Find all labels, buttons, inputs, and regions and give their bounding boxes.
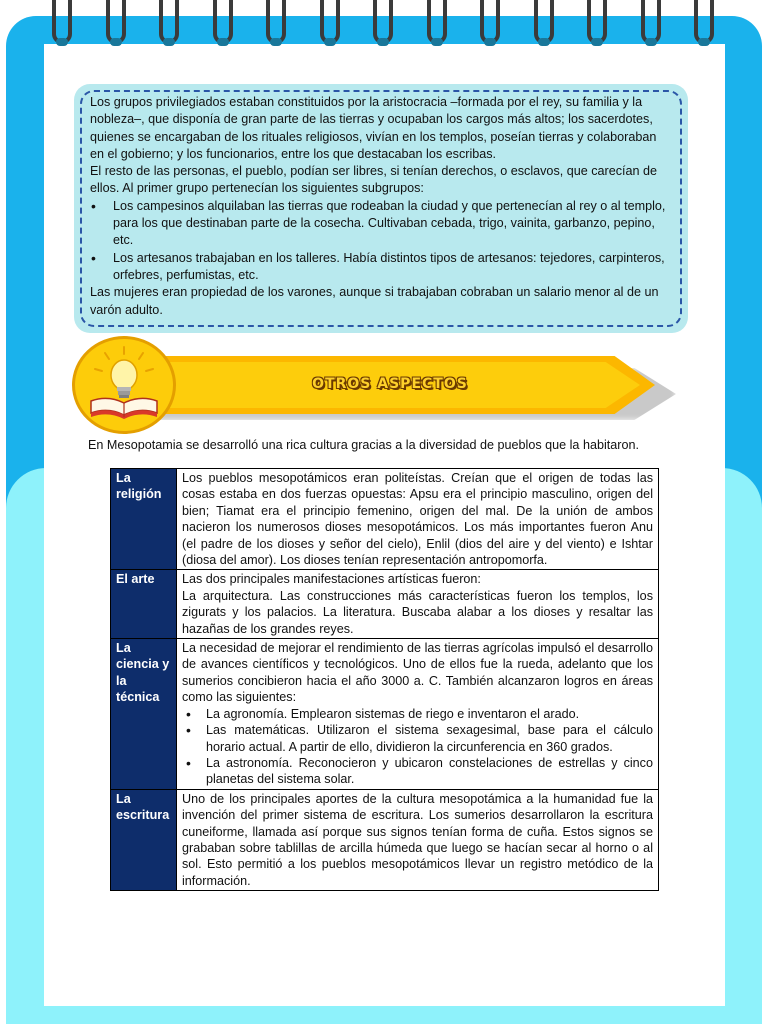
row-content: Uno de los principales aportes de la cultura mesopotámica a la humanidad fue la invención del primer sistema de escritura. Los sumerios desarrollaron la escritura cuneiforme, llamada así porque sus signos tenían forma de cuña. Estos signos se grababan sobre tablillas de arcilla húmeda que luego se hacían secar al horno o al sol. Esto permitió a los pueblos mesopotámicos llevar un registro metódico de la información. — [177, 789, 659, 890]
section-title: OTROS ASPECTOS — [312, 376, 468, 392]
paragraph: Las mujeres eran propiedad de los varones, aunque si trabajaban cobraban un salario menor al de un varón adulto. — [90, 285, 659, 317]
row-content — [177, 639, 659, 790]
table-row — [111, 570, 659, 639]
subgroups-list — [90, 198, 672, 284]
list-item: • Los artesanos trabajaban en los talleres. Había distintos tipos de artesanos: tejedores, carpinteros, orfebres, perfumistas, etc. — [113, 250, 672, 285]
list-item: • Los campesinos alquilaban las tierras que rodeaban la ciudad y que pertenecían al rey o al templo, para los que destinaban parte de la cosecha. Cultivaban cebada, trigo, vainita, garbanzo, pepino, etc. — [113, 198, 672, 250]
culture-table — [110, 468, 659, 891]
spiral-binding — [0, 0, 768, 50]
ring-hole — [698, 38, 710, 46]
row-header: La escritura — [111, 789, 177, 890]
paragraph: Los grupos privilegiados estaban constituidos por la aristocracia –formada por el rey, su familia y la nobleza–, que disponía de gran parte de las tierras y ocupaban los cargos más altos; los sacerdotes, quienes se encargaban de los rituales religiosos, vivían en los templos, poseían tierras y colaboraban en el gobierno; y los funcionarios, entre los que destacaban los escribas. — [90, 95, 657, 161]
paragraph: El resto de las personas, el pueblo, podían ser libres, si tenían derechos, o esclavos, que carecían de ellos. Al primer grupo pertenecían los siguientes subgrupos: — [90, 164, 658, 196]
row-header: La religión — [111, 469, 177, 570]
list-item: • Las matemáticas. Utilizaron el sistema sexagesimal, base para el cálculo horario actual. A partir de ello, dividieron la circunferencia en 360 grados. — [206, 722, 653, 755]
paragraph: Las dos principales manifestaciones artísticas fueron: — [182, 572, 481, 587]
ring-hole — [217, 38, 229, 46]
ring-hole — [484, 38, 496, 46]
ring-hole — [645, 38, 657, 46]
paragraph: La arquitectura. Las construcciones más características fueron los templos, los zigurats y los palacios. La literatura. Buscaba alabar a los dioses y resaltar las hazañas de los grandes reyes. — [182, 588, 653, 636]
ring-hole — [324, 38, 336, 46]
row-header: El arte — [111, 570, 177, 639]
list-item: • La astronomía. Reconocieron y ubicaron constelaciones de estrellas y cinco planetas del sistema solar. — [206, 755, 653, 788]
list-item: • La agronomía. Emplearon sistemas de riego e inventaron el arado. — [206, 706, 653, 722]
achievements-list — [182, 706, 653, 788]
ring-hole — [591, 38, 603, 46]
table-row — [111, 789, 659, 890]
row-content — [177, 570, 659, 639]
lightbulb-book-icon — [72, 336, 176, 434]
row-content: Los pueblos mesopotámicos eran politeístas. Creían que el origen de todas las cosas estaba en dos fuerzas opuestas: Apsu era el principio masculino, origen del bien; Tiamat era el principio femenino, origen del mal. De la unión de ambos nacieron los numerosos dioses mesopotámicos. Los más importantes fueron Anu (el padre de los dioses y señor del cielo), Enlil (dios del aire y del viento) e Ishtar (diosa del amor). Los dioses tenían representación antropomorfa. — [177, 469, 659, 570]
ring-hole — [538, 38, 550, 46]
ring-hole — [431, 38, 443, 46]
row-header: La ciencia y la técnica — [111, 639, 177, 790]
ring-hole — [377, 38, 389, 46]
paragraph: La necesidad de mejorar el rendimiento de las tierras agrícolas impulsó el desarrollo de avances científicos y tecnológicos. Uno de ellos fue la rueda, adelanto que los sumerios concibieron hacia el año 3000 a. C. También alcanzaron logros en áreas como las siguientes: — [182, 641, 653, 705]
table-row — [111, 469, 659, 570]
ring-hole — [56, 38, 68, 46]
social-groups-text — [90, 94, 672, 319]
ring-hole — [110, 38, 122, 46]
ring-hole — [270, 38, 282, 46]
culture-intro: En Mesopotamia se desarrolló una rica cultura gracias a la diversidad de pueblos que la habitaron. — [88, 438, 639, 452]
ring-hole — [163, 38, 175, 46]
table-row — [111, 639, 659, 790]
